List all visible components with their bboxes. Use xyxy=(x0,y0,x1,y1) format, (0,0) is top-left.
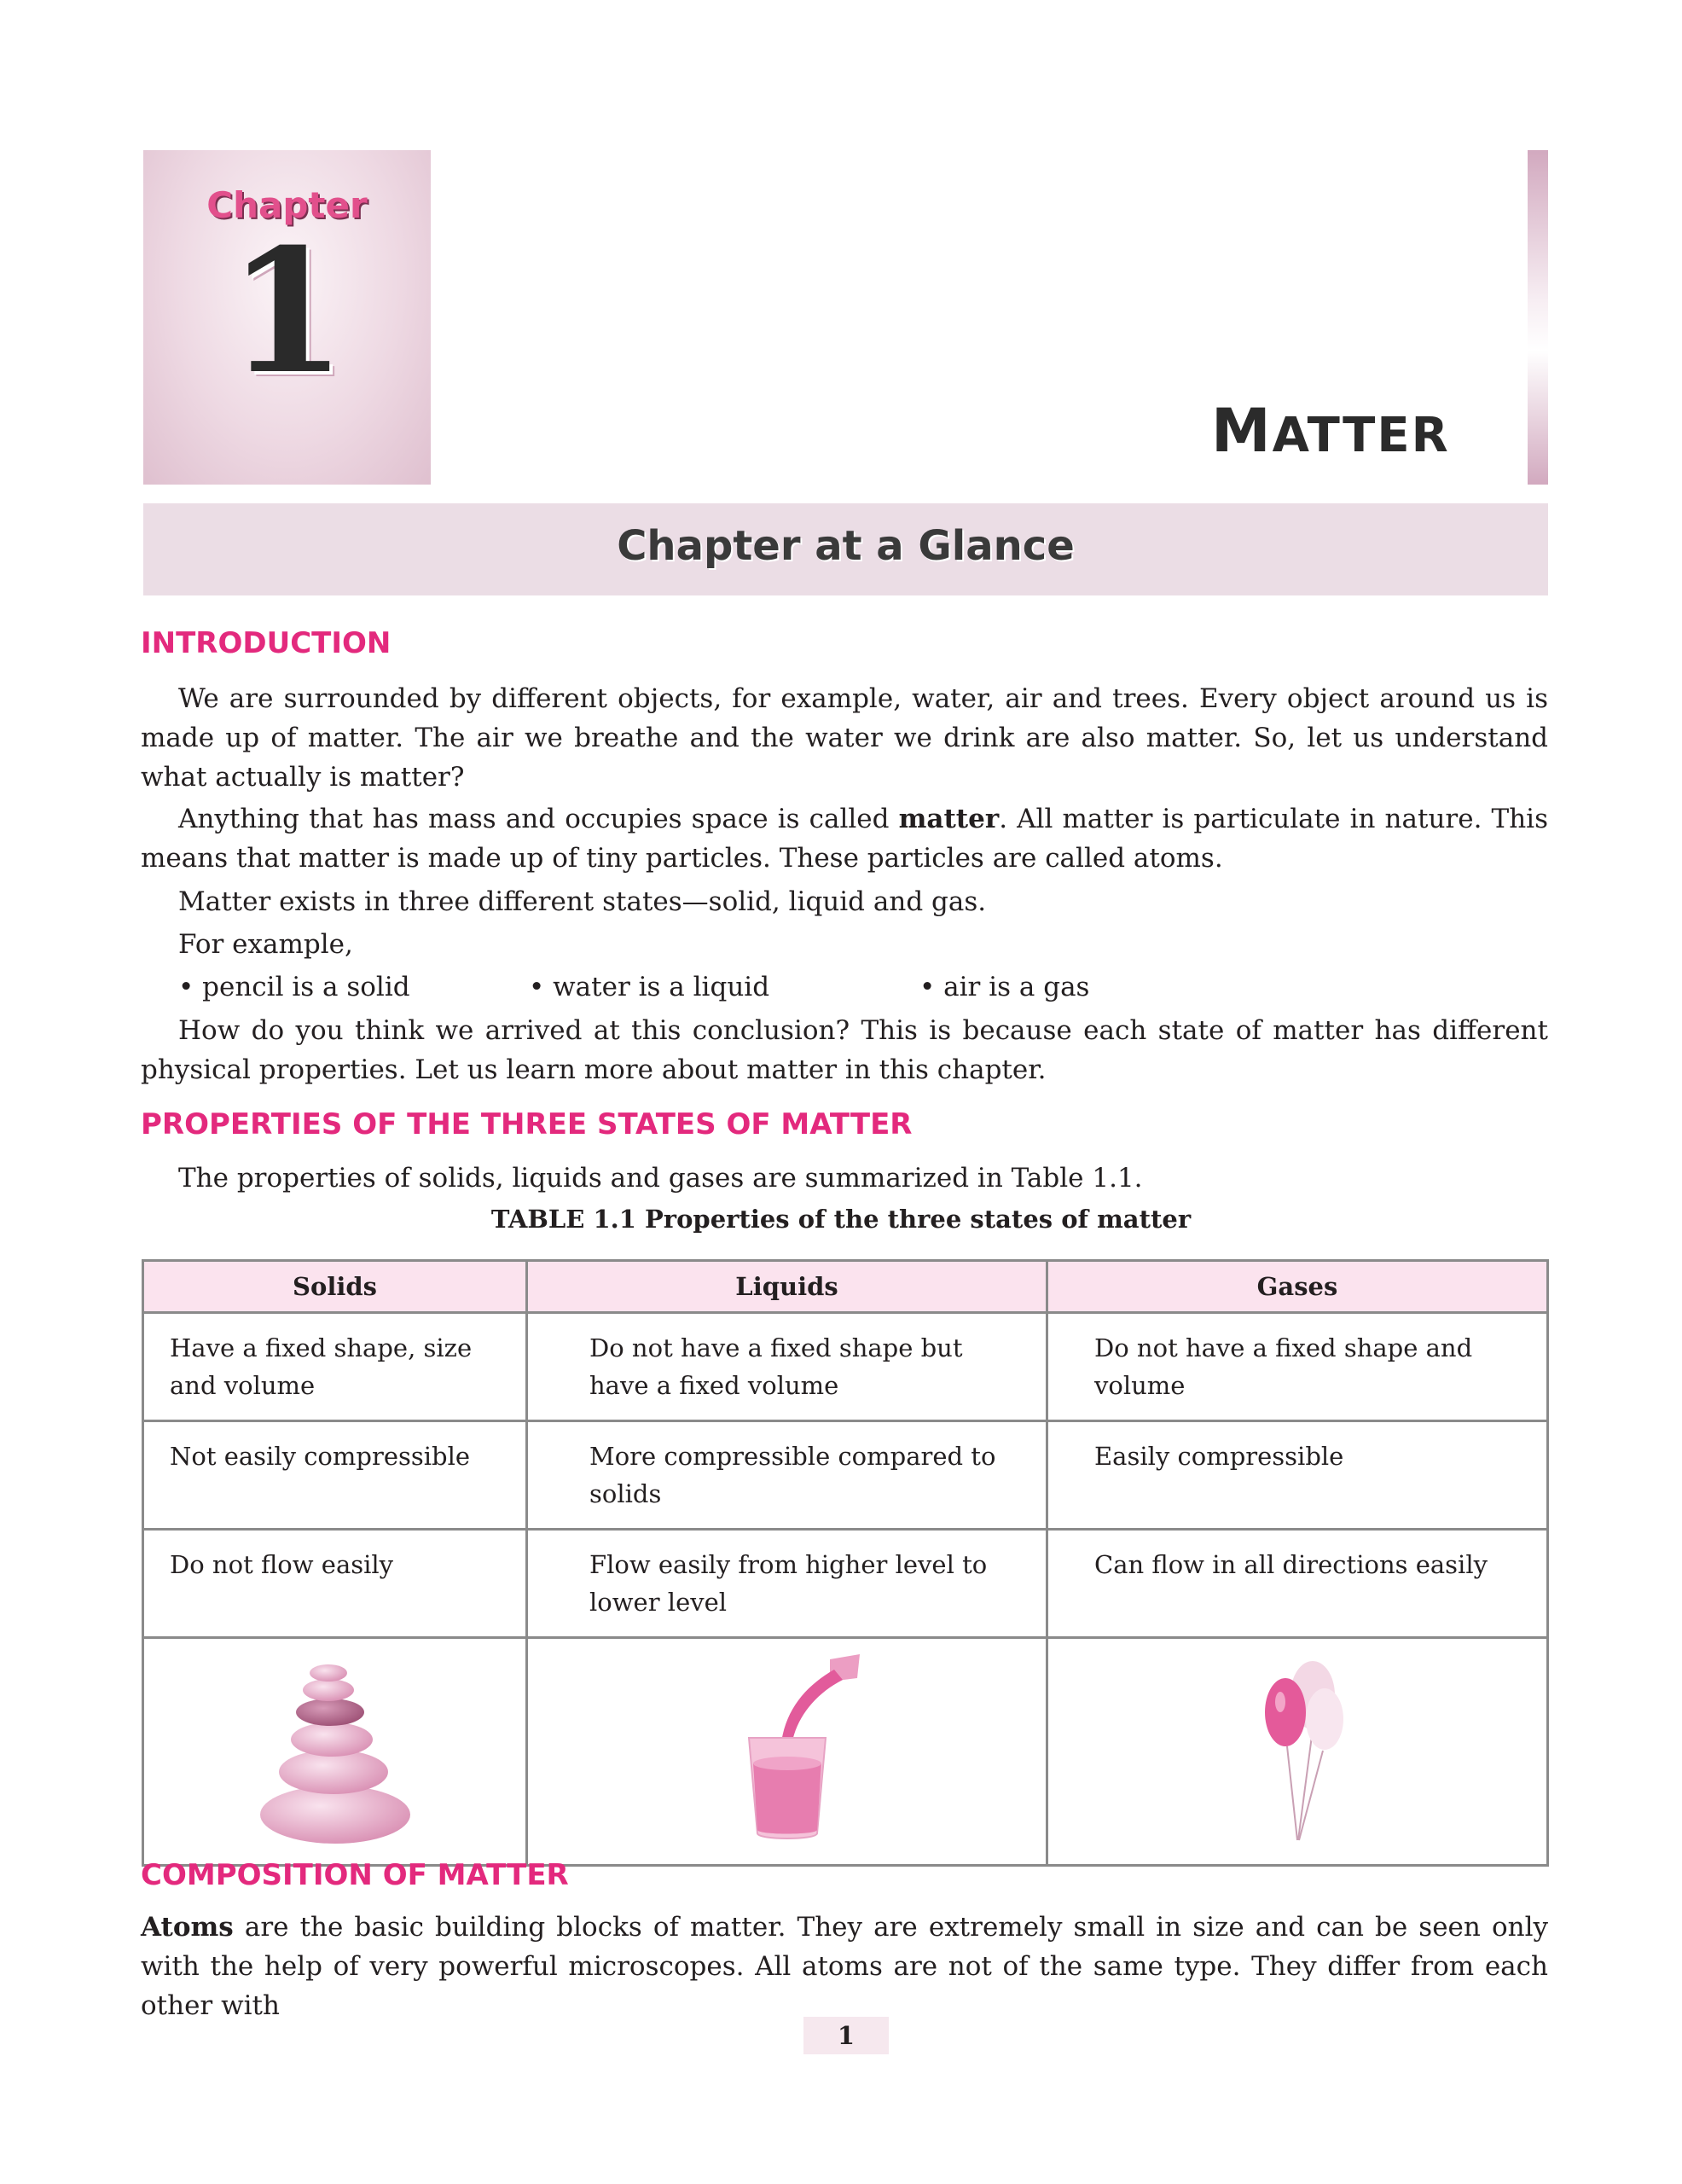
p2-text-a: Anything that has mass and occupies space is called xyxy=(178,804,899,834)
table-row xyxy=(143,1421,1548,1530)
table-caption: TABLE 1.1 Properties of the three states of matter xyxy=(490,1205,1192,1234)
column-header-liquids: Liquids xyxy=(527,1261,1047,1313)
table-cell: Do not flow easily xyxy=(143,1530,527,1638)
column-header-solids: Solids xyxy=(143,1261,527,1313)
composition-text: are the basic building blocks of matter. They are extremely small in size and can be seen only with the help of very powerful microscopes. All atoms are not of the same type. They differ from each other with xyxy=(141,1912,1548,2021)
table-cell: Do not have a fixed shape and volume xyxy=(1047,1313,1548,1421)
page-number: 1 xyxy=(803,2017,889,2054)
title-rest: ATTER xyxy=(1272,408,1450,463)
glance-banner xyxy=(143,503,1548,595)
bullet-gas: • air is a gas xyxy=(919,972,1090,1002)
table-row xyxy=(143,1313,1548,1421)
matter-term: matter xyxy=(898,804,1000,834)
column-header-gases: Gases xyxy=(1047,1261,1548,1313)
decorative-bar xyxy=(1528,150,1548,485)
chapter-label: Chapter xyxy=(206,184,368,226)
table-cell: Easily compressible xyxy=(1047,1421,1548,1530)
intro-paragraph-1: We are surrounded by different objects, for example, water, air and trees. Every object around us is made up of matter. The air we breathe and the water we drink are also matter. So, let us understand what actually is matter? xyxy=(141,683,1548,793)
atoms-term: Atoms xyxy=(141,1912,234,1943)
table-cell: Do not have a fixed shape but have a fixed volume xyxy=(527,1313,1047,1421)
title-first-letter: M xyxy=(1211,396,1273,466)
bullet-solid: • pencil is a solid xyxy=(178,972,410,1002)
bullet-liquid: • water is a liquid xyxy=(529,972,770,1002)
chapter-title xyxy=(1211,396,1450,466)
table-cell: Not easily compressible xyxy=(143,1421,527,1530)
properties-table xyxy=(142,1259,1549,1867)
table-header-row xyxy=(143,1261,1548,1313)
p2-text-b: . All matter is particulate in nature. This means that matter is made up of tiny particles. These particles are called atoms. xyxy=(141,804,1548,874)
stacked-stones-image xyxy=(143,1638,527,1866)
properties-heading: PROPERTIES OF THE THREE STATES OF MATTER xyxy=(141,1107,913,1141)
table-cell: Have a fixed shape, size and volume xyxy=(143,1313,527,1421)
intro-paragraph-4: For example, xyxy=(178,929,353,960)
chapter-number: 1 xyxy=(227,212,347,412)
composition-paragraph xyxy=(141,1908,1548,2025)
balloons-image xyxy=(1047,1638,1548,1866)
intro-paragraph-2 xyxy=(141,799,1548,878)
composition-heading: COMPOSITION OF MATTER xyxy=(141,1858,569,1892)
glance-title: Chapter at a Glance xyxy=(617,522,1075,570)
intro-heading: INTRODUCTION xyxy=(141,626,392,660)
table-row xyxy=(143,1530,1548,1638)
table-cell: Flow easily from higher level to lower level xyxy=(527,1530,1047,1638)
intro-paragraph-3: Matter exists in three different states—solid, liquid and gas. xyxy=(178,886,987,917)
table-cell: Can flow in all directions easily xyxy=(1047,1530,1548,1638)
table-image-row xyxy=(143,1638,1548,1866)
intro-paragraph-5: How do you think we arrived at this conclusion? This is because each state of matter has different physical properties. Let us learn more about matter in this chapter. xyxy=(141,1015,1548,1085)
pouring-glass-image xyxy=(527,1638,1047,1866)
chapter-badge xyxy=(143,150,431,485)
table-cell: More compressible compared to solids xyxy=(527,1421,1047,1530)
properties-paragraph: The properties of solids, liquids and gases are summarized in Table 1.1. xyxy=(178,1163,1143,1194)
